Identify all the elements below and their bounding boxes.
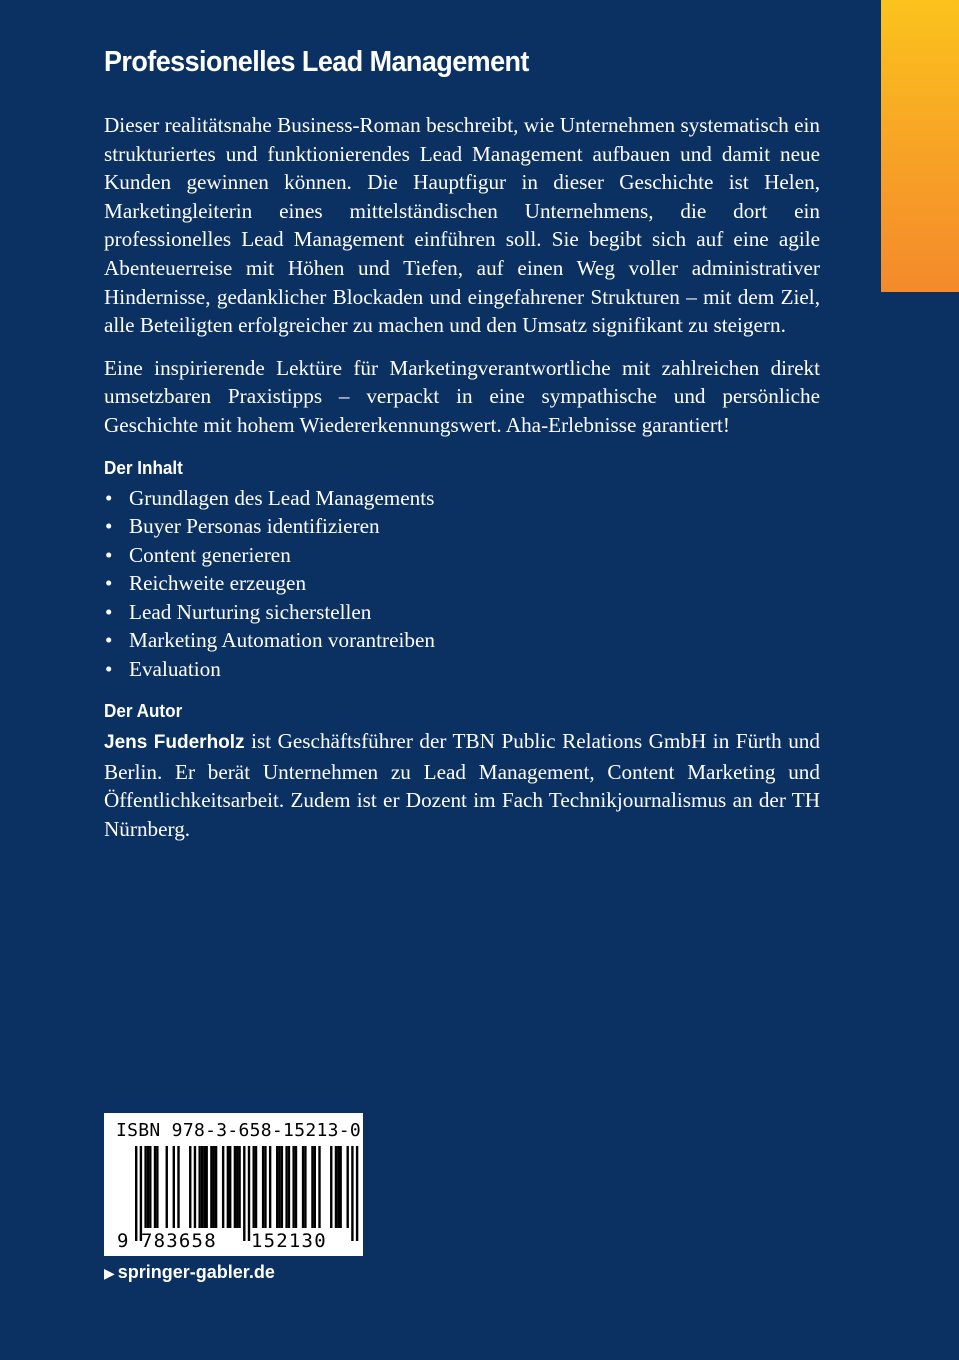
list-item [104, 512, 820, 541]
barcode-bar [147, 1146, 149, 1228]
barcode-bar [198, 1146, 200, 1228]
list-item-text: Lead Nurturing sicherstellen [129, 599, 372, 624]
barcode-bar [213, 1146, 215, 1228]
publisher-url-text: springer-gabler.de [117, 1262, 275, 1282]
barcode-bar [304, 1146, 306, 1228]
list-item-text: Evaluation [129, 656, 221, 681]
barcode-bar [203, 1146, 205, 1228]
barcode-bar [227, 1146, 229, 1228]
bullet-icon: • [105, 599, 113, 624]
contents-heading: Der Inhalt [104, 457, 183, 478]
barcode-bar [222, 1146, 224, 1228]
barcode-bar [311, 1146, 313, 1228]
bullet-icon: • [105, 571, 113, 596]
barcode-bar [206, 1146, 208, 1228]
barcode-bar [318, 1146, 320, 1228]
barcode-bar [264, 1146, 266, 1228]
isbn-label: ISBN 978-3-658-15213-0 [116, 1120, 362, 1141]
bullet-icon: • [105, 656, 113, 681]
barcode-bar [229, 1146, 231, 1228]
bullet-icon: • [105, 485, 113, 510]
barcode-bar [140, 1146, 142, 1241]
barcode-bar [288, 1146, 290, 1228]
list-item-text: Grundlagen des Lead Managements [129, 485, 435, 510]
contents-list [104, 484, 820, 684]
barcode-first-digit: 9 [117, 1230, 129, 1252]
barcode-bar [276, 1146, 278, 1228]
barcode-bar [278, 1146, 280, 1228]
barcode-bar [215, 1146, 217, 1228]
barcode-bar [351, 1146, 353, 1241]
barcode-bar [189, 1146, 191, 1228]
author-heading: Der Autor [104, 701, 183, 722]
barcode-bar [302, 1146, 304, 1228]
author-bio [104, 727, 820, 843]
barcode-bar [314, 1146, 316, 1228]
barcode-bar [285, 1146, 287, 1228]
author-name: Jens Fuderholz [104, 732, 245, 754]
list-item [104, 541, 820, 570]
barcode-bar [248, 1146, 250, 1241]
barcode-bar [177, 1146, 179, 1228]
list-item-text: Reichweite erzeugen [129, 571, 307, 596]
barcode-bar [281, 1146, 283, 1228]
barcode-left-digits: 783658 [141, 1230, 217, 1252]
author-bio-text: ist Geschäftsführer der TBN Public Relations GmbH in Fürth und Berlin. Er berät Unternehmen zu Lead Management, Content Marketing und Öffentlichkeitsarbeit. Zudem ist er Dozent im Fach Technikjournalismus an der TH Nürnberg. [104, 729, 820, 841]
barcode-bar [234, 1146, 236, 1228]
barcode-bar [337, 1146, 339, 1228]
list-item [104, 569, 820, 598]
barcode-bar [339, 1146, 341, 1228]
barcode-bar [253, 1146, 255, 1228]
list-item-text: Buyer Personas identifizieren [129, 514, 380, 539]
barcode-bar [166, 1146, 168, 1228]
barcode-bar [210, 1146, 212, 1228]
barcode-bar [243, 1146, 245, 1241]
list-item [104, 484, 820, 513]
barcode-bar [335, 1146, 337, 1228]
isbn-barcode [104, 1113, 363, 1256]
barcode-bar [292, 1146, 294, 1228]
barcode-bar [135, 1146, 137, 1241]
description-paragraph-2: Eine inspirierende Lektüre für Marketingverantwortliche mit zahlreichen direkt umsetzbaren Praxistipps – verpackt in eine sympathische und persönliche Geschichte mit hohem Wiedererkennungswert. Aha-Erlebnisse garantiert! [104, 355, 820, 437]
barcode-bar [201, 1146, 203, 1228]
barcode-bar [295, 1146, 297, 1228]
list-item [104, 655, 820, 684]
list-item-text: Content generieren [129, 542, 291, 567]
back-cover-content [104, 46, 820, 857]
bullet-icon: • [105, 514, 113, 539]
bullet-icon: • [105, 628, 113, 653]
barcode-bar [262, 1146, 264, 1228]
publisher-url[interactable] [104, 1262, 275, 1283]
arrow-right-icon: ▶ [104, 1265, 115, 1281]
barcode-bar [347, 1146, 349, 1228]
barcode-bar [356, 1146, 358, 1241]
barcode-bar [236, 1146, 238, 1228]
list-item-text: Marketing Automation vorantreiben [129, 628, 435, 653]
barcode-bar [154, 1146, 156, 1228]
book-title: Professionelles Lead Management [104, 46, 529, 78]
description-paragraph-1: Dieser realitätsnahe Business-Roman beschreibt, wie Unternehmen systematisch ein strukturiertes und funktionierendes Lead Management aufbauen und damit neue Kunden gewinnen können. Die Hauptfigur in dieser Geschichte ist Helen, Marketingleiterin eines mittelständischen Unternehmens, die dort ein professionelles Lead Management einführen soll. Sie begibt sich auf eine agile Abenteuerreise mit Höhen und Tiefen, auf einen Weg voller administrativer Hindernisse, gedanklicher Blockaden und eingefahrener Strukturen – mit dem Ziel, alle Beteiligten erfolgreicher zu machen und den Umsatz signifikant zu steigern. [104, 113, 820, 338]
barcode-bar [255, 1146, 257, 1228]
barcode-bar [269, 1146, 271, 1228]
barcode-bar [144, 1146, 146, 1228]
barcode-bar [194, 1146, 196, 1228]
barcode-bar [149, 1146, 151, 1228]
barcode-bar [156, 1146, 158, 1228]
orange-corner-bar [881, 0, 959, 292]
bullet-icon: • [105, 542, 113, 567]
list-item [104, 598, 820, 627]
barcode-bar [330, 1146, 332, 1228]
barcode-right-digits: 152130 [251, 1230, 327, 1252]
list-item [104, 626, 820, 655]
barcode-bar [173, 1146, 175, 1228]
barcode-bar [238, 1146, 240, 1228]
